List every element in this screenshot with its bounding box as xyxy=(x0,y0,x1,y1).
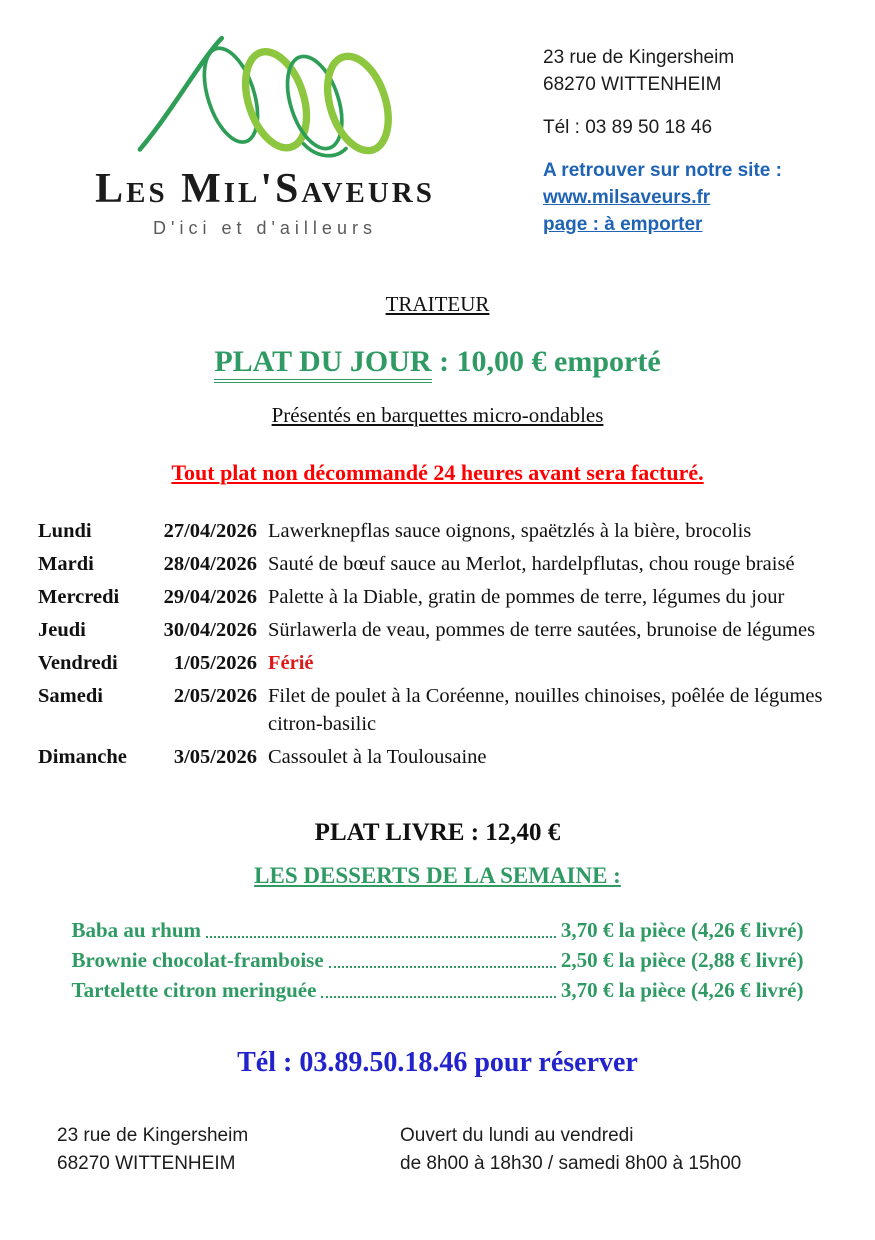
table-row xyxy=(38,514,835,547)
table-row xyxy=(38,679,835,740)
logo-title: Les Mil'Saveurs xyxy=(95,166,435,212)
dessert-price: 3,70 € la pièce (4,26 € livré) xyxy=(560,978,804,1002)
list-item xyxy=(72,915,804,945)
list-item xyxy=(72,945,804,975)
dessert-list xyxy=(72,915,804,1005)
footer-hours-line1: Ouvert du lundi au vendredi xyxy=(400,1125,634,1146)
table-row xyxy=(38,613,835,646)
menu-dish: Lawerknepflas sauce oignons, spaëtzlés à la bière, brocolis xyxy=(268,519,752,542)
reservation-phone-line: Tél : 03.89.50.18.46 pour réserver xyxy=(237,1047,638,1078)
dessert-name: Baba au rhum xyxy=(71,918,202,942)
logo-swirl-icon xyxy=(120,28,410,166)
menu-date: 29/04/2026 xyxy=(163,585,257,608)
menu-date: 2/05/2026 xyxy=(173,684,257,707)
table-row xyxy=(38,580,835,613)
menu-dish: Palette à la Diable, gratin de pommes de terre, légumes du jour xyxy=(268,585,785,608)
cancellation-warning: Tout plat non décommandé 24 heures avant sera facturé. xyxy=(171,460,704,485)
table-row xyxy=(38,740,835,773)
dessert-price: 3,70 € la pièce (4,26 € livré) xyxy=(560,918,804,942)
plat-du-jour-heading xyxy=(0,345,875,379)
menu-date: 3/05/2026 xyxy=(173,745,257,768)
footer-hours xyxy=(400,1122,741,1178)
dessert-name: Brownie chocolat-framboise xyxy=(71,948,324,972)
contact-address-line2: 68270 WITTENHEIM xyxy=(543,74,722,95)
footer-address xyxy=(57,1122,342,1178)
footer-address-line2: 68270 WITTENHEIM xyxy=(57,1153,236,1174)
menu-dish: Filet de poulet à la Coréenne, nouilles chinoises, poêlée de légumes citron-basilic xyxy=(268,684,823,735)
dessert-name: Tartelette citron meringuée xyxy=(71,978,317,1002)
site-url-link[interactable]: www.milsaveurs.fr xyxy=(543,187,711,208)
presentation-note: Présentés en barquettes micro-ondables xyxy=(271,403,604,427)
weekly-menu-table xyxy=(38,514,835,773)
plat-du-jour-price: : 10,00 € emporté xyxy=(431,345,661,378)
menu-day: Jeudi xyxy=(38,618,86,641)
menu-day: Mercredi xyxy=(38,585,120,608)
plat-livre-heading: PLAT LIVRE : 12,40 € xyxy=(314,819,561,846)
dot-leader xyxy=(206,936,556,938)
footer-address-line1: 23 rue de Kingersheim xyxy=(57,1125,249,1146)
contact-block xyxy=(543,44,782,238)
dot-leader xyxy=(321,996,555,998)
menu-dish-holiday: Férié xyxy=(268,651,314,674)
traiteur-heading: TRAITEUR xyxy=(385,292,490,316)
menu-dish: Sauté de bœuf sauce au Merlot, hardelpflutas, chou rouge braisé xyxy=(268,552,795,575)
logo xyxy=(50,28,480,239)
menu-dish: Cassoulet à la Toulousaine xyxy=(268,745,487,768)
header xyxy=(0,0,875,250)
menu-day: Vendredi xyxy=(38,651,118,674)
list-item xyxy=(72,975,804,1005)
contact-address-line1: 23 rue de Kingersheim xyxy=(543,47,735,68)
site-page-link[interactable]: page : à emporter xyxy=(543,214,703,235)
contact-site xyxy=(543,157,782,238)
menu-day: Samedi xyxy=(38,684,103,707)
plat-du-jour-label: PLAT DU JOUR xyxy=(214,345,431,383)
menu-date: 27/04/2026 xyxy=(163,519,257,542)
menu-day: Mardi xyxy=(38,552,94,575)
dessert-price: 2,50 € la pièce (2,88 € livré) xyxy=(560,948,804,972)
footer xyxy=(0,1122,875,1178)
menu-day: Lundi xyxy=(38,519,92,542)
contact-phone: Tél : 03 89 50 18 46 xyxy=(543,117,713,138)
footer-hours-line2: de 8h00 à 18h30 / samedi 8h00 à 15h00 xyxy=(400,1153,742,1174)
site-intro: A retrouver sur notre site : xyxy=(543,160,782,181)
logo-subtitle: D'ici et d'ailleurs xyxy=(153,218,377,238)
menu-date: 1/05/2026 xyxy=(173,651,257,674)
menu-date: 30/04/2026 xyxy=(163,618,257,641)
table-row xyxy=(38,646,835,679)
menu-dish: Sürlawerla de veau, pommes de terre sautées, brunoise de légumes xyxy=(268,618,816,641)
menu-day: Dimanche xyxy=(38,745,127,768)
table-row xyxy=(38,547,835,580)
dot-leader xyxy=(329,966,556,968)
desserts-heading: LES DESSERTS DE LA SEMAINE : xyxy=(254,863,621,888)
menu-date: 28/04/2026 xyxy=(163,552,257,575)
